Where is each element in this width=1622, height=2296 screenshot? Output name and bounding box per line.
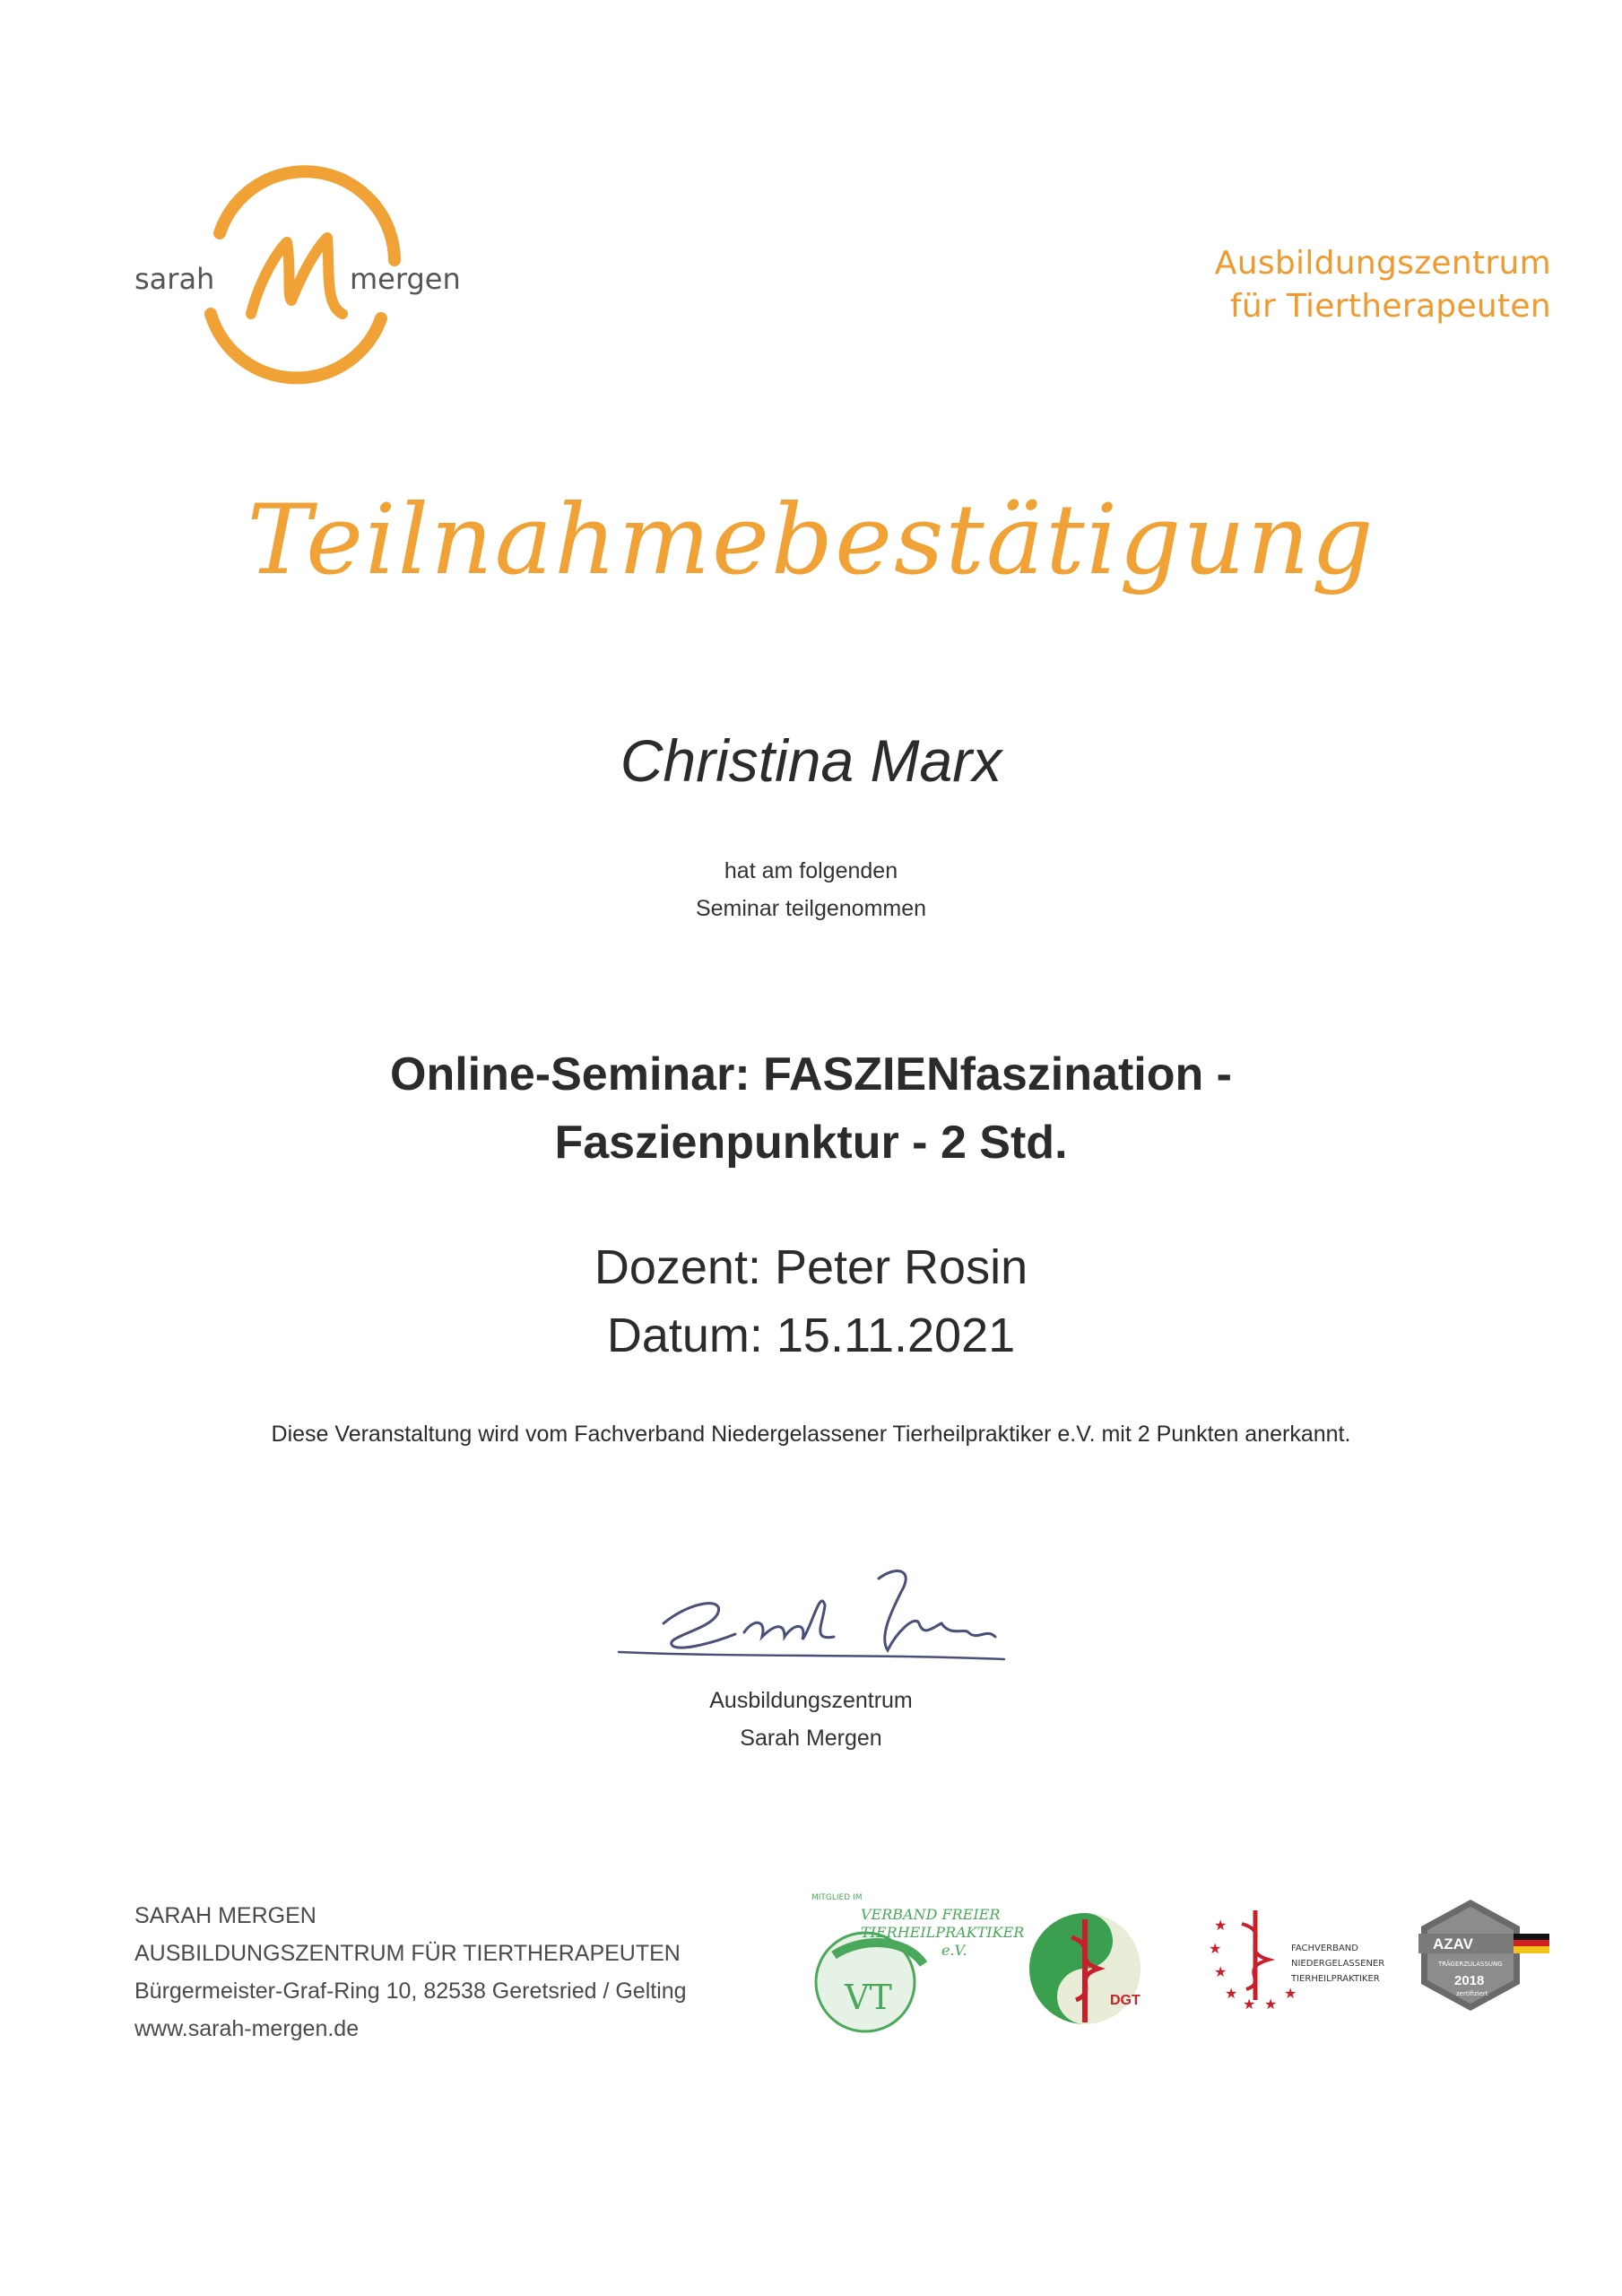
intro-line-1: hat am folgenden [724,858,898,883]
lecturer: Dozent: Peter Rosin [594,1240,1028,1294]
azav-title: AZAV [1433,1935,1474,1952]
participant-name: Christina Marx [620,727,1002,794]
dgt-badge [1022,1883,1157,2036]
vft-line-2: TIERHEILPRAKTIKER [861,1924,1025,1941]
org-tagline [1157,242,1551,328]
fnt-logo [1201,1883,1390,2036]
azav-subtitle: TRÄGERZULASSUNG [1438,1961,1503,1968]
vft-line-1: VERBAND FREIER [861,1906,1001,1923]
vft-top-text: MITGLIED IM [811,1893,863,1902]
azav-logo [1408,1883,1556,2036]
sarah-mergen-logo [134,179,461,386]
svg-text:★: ★ [1264,1997,1278,2013]
seminar-date: Datum: 15.11.2021 [606,1309,1016,1362]
vft-logo [807,1883,1025,2036]
membership-badges [807,1883,1551,2036]
footer-line-2: AUSBILDUNGSZENTRUM FÜR TIERTHERAPEUTEN [134,1941,681,1966]
signer-line-1: Ausbildungszentrum [709,1688,913,1713]
fnt-line-1: FACHVERBAND [1291,1944,1358,1953]
vft-badge [807,1883,1025,2036]
signer-block [0,1682,1622,1757]
dgt-text: DGT [1110,1993,1141,2008]
svg-text:VT: VT [845,1978,892,2017]
seminar-line-1: Online-Seminar: FASZIENfaszination - [390,1048,1232,1100]
fnt-line-2: NIEDERGELASSENER [1291,1959,1385,1969]
intro-text [0,852,1622,927]
azav-year: 2018 [1454,1973,1485,1988]
svg-text:★: ★ [1225,1987,1238,2002]
logo-graphic [134,179,461,386]
svg-text:★: ★ [1214,1965,1227,1980]
svg-text:★: ★ [1209,1942,1222,1957]
certificate-title: Teilnahmebestätigung [247,484,1375,596]
svg-text:★: ★ [1284,1987,1297,2002]
intro-line-2: Seminar teilgenommen [695,896,927,921]
footer-website: www.sarah-mergen.de [134,2016,360,2041]
signature [610,1552,1013,1677]
svg-text:★: ★ [1243,1997,1256,2013]
footer-address [134,1897,780,2048]
azav-certified: zertifiziert [1456,1990,1488,1997]
recognition-note: Diese Veranstaltung wird vom Fachverband Niedergelassener Tierheilpraktiker e.V. mit 2 Punkten anerkannt. [271,1422,1351,1447]
vft-line-3: e.V. [941,1942,967,1959]
azav-badge [1408,1883,1556,2036]
logo-first-name: sarah [134,262,215,296]
fnt-badge [1201,1883,1390,2036]
footer-line-1: SARAH MERGEN [134,1903,317,1928]
footer-line-3: Bürgermeister-Graf-Ring 10, 82538 Geretsried / Gelting [134,1979,687,2004]
signature-graphic [610,1552,1013,1677]
tagline-line-2: für Tiertherapeuten [1229,288,1551,325]
tagline-line-1: Ausbildungszentrum [1214,245,1551,282]
svg-text:★: ★ [1214,1918,1227,1934]
seminar-details [0,1233,1622,1370]
seminar-title [0,1040,1622,1177]
seminar-line-2: Faszienpunktur - 2 Std. [554,1117,1068,1169]
logo-last-name: mergen [350,262,461,296]
dgt-logo [1022,1883,1157,2036]
fnt-line-3: TIERHEILPRAKTIKER [1291,1974,1380,1984]
signer-line-2: Sarah Mergen [740,1726,882,1751]
